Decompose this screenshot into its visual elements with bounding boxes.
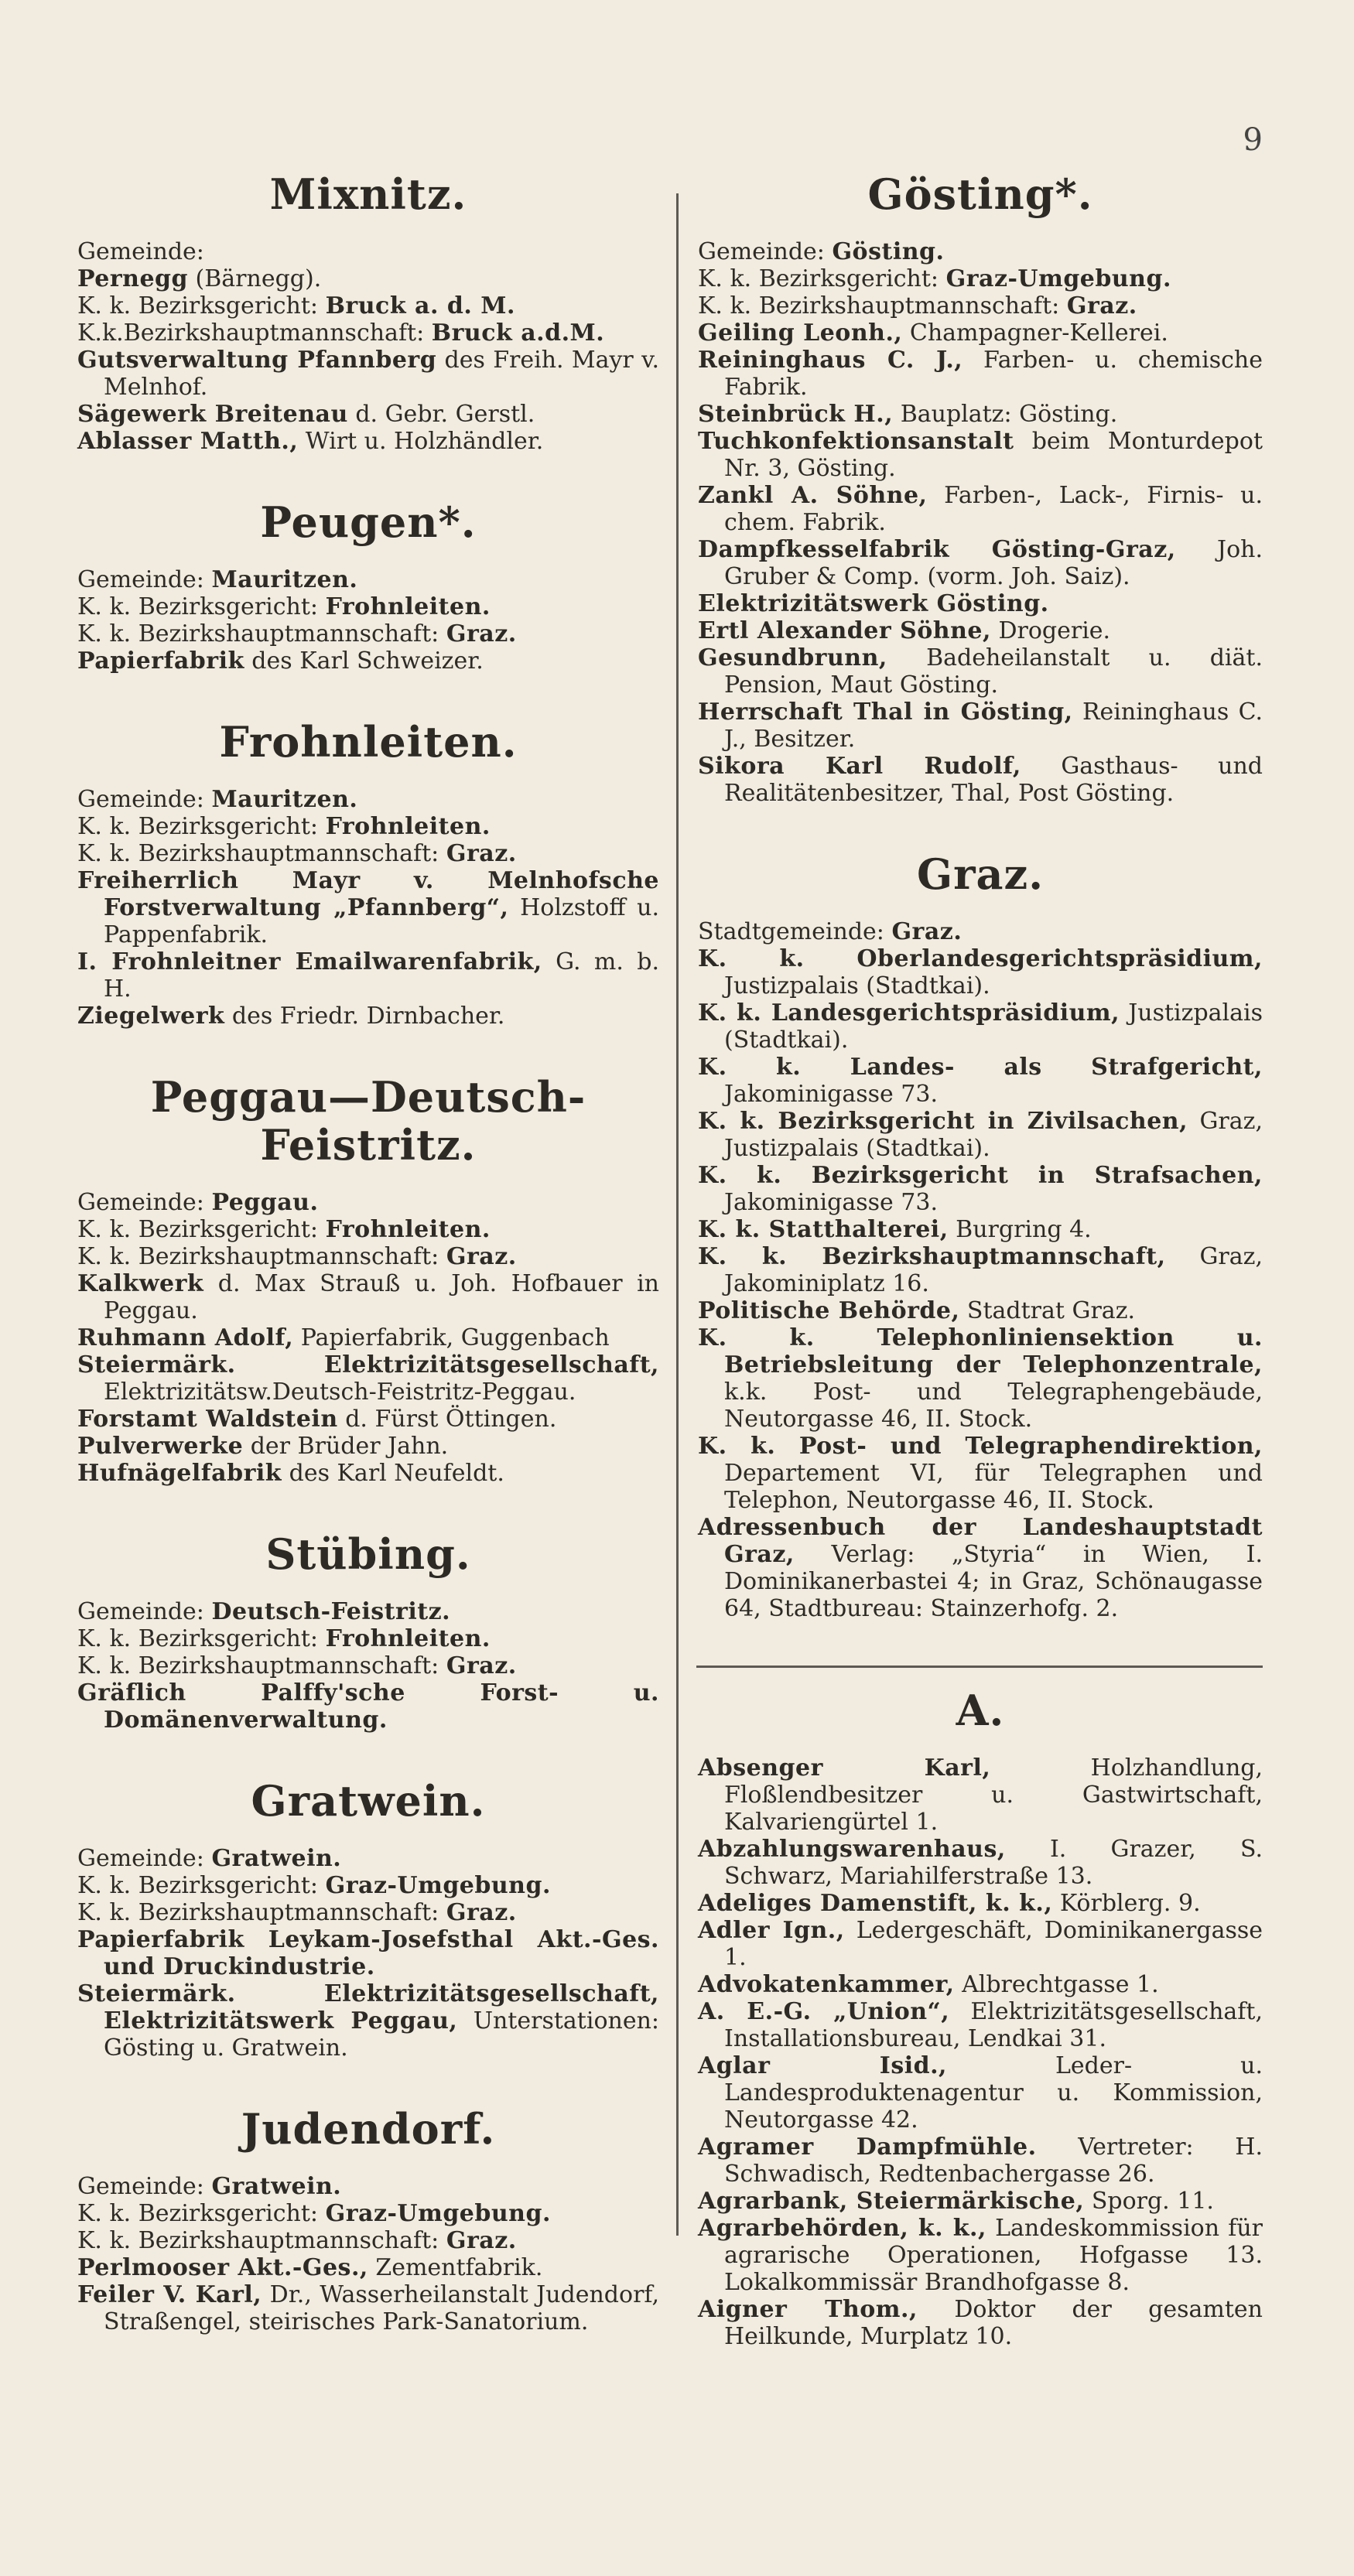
entry-detail: Badeheilanstalt u. diät. Pension, Maut Gösting. <box>724 644 1263 699</box>
entry-detail: des Karl Neufeldt. <box>282 1460 504 1487</box>
entry-name: Ertl Alexander Söhne, <box>698 617 991 644</box>
section <box>77 1530 659 1734</box>
entry-detail: der Brüder Jahn. <box>243 1433 449 1460</box>
directory-entry <box>77 319 659 347</box>
directory-entry <box>77 2254 659 2281</box>
section-title: Stübing. <box>265 1529 471 1579</box>
directory-entry <box>77 1899 659 1926</box>
directory-entry <box>77 1243 659 1270</box>
directory-entry <box>77 1625 659 1652</box>
section <box>698 170 1263 807</box>
entry-name: K. k. Telephonliniensektion u. Betriebsleitung der Telephonzentrale, <box>698 1324 1263 1379</box>
entry-name: Graz. <box>446 1652 517 1679</box>
entry-detail: Leder- u. Landesproduktenagentur u. Kommission, Neutorgasse 42. <box>724 2052 1263 2134</box>
entry-detail: K. k. Bezirkshauptmannschaft: <box>77 2227 446 2254</box>
entry-detail: K. k. Bezirksgericht: <box>698 265 946 292</box>
entry-detail: Champagner-Kellerei. <box>902 319 1168 347</box>
entry-name: Graz. <box>446 1899 517 1926</box>
entry-name: Peggau. <box>211 1189 319 1216</box>
directory-entry <box>698 2296 1263 2350</box>
directory-entry <box>698 428 1263 482</box>
entry-name: A. E.-G. „Union“, <box>698 1998 950 2025</box>
section-title: Peggau—Deutsch-Feistritz. <box>150 1072 586 1170</box>
directory-entry <box>77 2173 659 2200</box>
directory-entry <box>698 292 1263 319</box>
entry-name: Gräflich Palffy'sche Forst- u. Domänenverwaltung. <box>77 1679 659 1734</box>
entry-detail: K. k. Bezirksgericht: <box>77 1625 326 1652</box>
directory-entry <box>77 566 659 593</box>
directory-entry <box>77 428 659 455</box>
entry-detail: I. Grazer, S. Schwarz, Mariahilferstraße 13. <box>724 1836 1263 1890</box>
entry-detail: K. k. Bezirksgericht: <box>77 292 326 319</box>
entry-name: Mauritzen. <box>211 566 358 593</box>
entry-name: Graz-Umgebung. <box>325 1872 551 1899</box>
directory-entry <box>698 482 1263 536</box>
entry-detail: Körblerg. 9. <box>1052 1890 1201 1917</box>
directory-entry <box>698 2188 1263 2215</box>
entry-name: Mauritzen. <box>211 786 358 813</box>
entry-detail: Gemeinde: <box>698 238 833 265</box>
directory-entry <box>698 2052 1263 2134</box>
section <box>77 2105 659 2335</box>
entry-detail: Verlag: „Styria“ in Wien, I. Dominikanerbastei 4; in Graz, Schönaugasse 64, Stadtbureau: Stainzerhofg. 2. <box>724 1541 1263 1622</box>
entry-detail: Gemeinde: <box>77 2173 212 2200</box>
page-number: 9 <box>1243 122 1263 158</box>
entry-detail: K. k. Bezirkshauptmannschaft: <box>698 292 1067 319</box>
entry-name: Absenger Karl, <box>698 1754 991 1782</box>
section <box>77 498 659 675</box>
entry-name: Agrarbehörden, k. k., <box>698 2215 986 2242</box>
entry-name: Elektrizitätswerk Gösting. <box>698 590 1049 617</box>
right-column <box>698 170 1263 2393</box>
directory-entry <box>698 2215 1263 2296</box>
section <box>77 1073 659 1487</box>
entry-detail: Zementfabrik. <box>368 2254 543 2281</box>
entry-detail: Holzstoff u. Pappenfabrik. <box>104 894 659 948</box>
directory-entry <box>698 590 1263 617</box>
entry-detail: K. k. Bezirkshauptmannschaft: <box>77 840 446 867</box>
entry-detail: Vertreter: H. Schwadisch, Redtenbachergasse 26. <box>724 2134 1263 2188</box>
directory-entry <box>77 1679 659 1734</box>
section-title: Mixnitz. <box>269 169 467 219</box>
entry-detail: Wirt u. Holzhändler. <box>298 428 544 455</box>
entry-detail: Gemeinde: <box>77 1845 212 1872</box>
entry-name: Adeliges Damenstift, k. k., <box>698 1890 1053 1917</box>
directory-entry <box>698 1054 1263 1108</box>
entry-detail: Sporg. 11. <box>1084 2188 1214 2215</box>
entry-detail: des Friedr. Dirnbacher. <box>224 1003 505 1030</box>
directory-entry <box>77 1652 659 1679</box>
entry-name: K. k. Landes- als Strafgericht, <box>698 1054 1263 1081</box>
directory-entry <box>698 536 1263 590</box>
section-title: Peugen*. <box>260 497 477 547</box>
entry-name: Frohnleiten. <box>325 593 491 620</box>
directory-entry <box>698 265 1263 292</box>
directory-entry <box>698 1917 1263 1971</box>
entry-detail: Farben-, Lack-, Firnis- u. chem. Fabrik. <box>724 482 1263 536</box>
directory-entry <box>698 1243 1263 1297</box>
entry-name: Gratwein. <box>211 2173 342 2200</box>
directory-entry <box>77 647 659 675</box>
directory-entry <box>77 265 659 292</box>
entry-name: I. Frohnleitner Emailwarenfabrik, <box>77 948 542 975</box>
entry-detail: K. k. Bezirksgericht: <box>77 593 326 620</box>
entry-detail: Albrechtgasse 1. <box>954 1971 1159 1998</box>
entry-detail: K. k. Bezirksgericht: <box>77 1216 326 1243</box>
entry-name: Perlmooser Akt.-Ges., <box>77 2254 368 2281</box>
directory-entry <box>77 1460 659 1487</box>
entry-name: K. k. Bezirkshauptmannschaft, <box>698 1243 1166 1270</box>
entry-name: K. k. Bezirksgericht in Strafsachen, <box>698 1162 1263 1189</box>
entry-name: Graz. <box>891 918 963 945</box>
entry-name: Pulverwerke <box>77 1433 244 1460</box>
entry-detail: Dr., Wasserheilanstalt Judendorf, Straßengel, steirisches Park-Sanatorium. <box>104 2281 659 2335</box>
directory-entry <box>698 617 1263 644</box>
directory-entry <box>698 1754 1263 1836</box>
entry-name: Agramer Dampfmühle. <box>698 2134 1037 2161</box>
entry-name: Gratwein. <box>211 1845 342 1872</box>
section <box>77 718 659 1030</box>
section-title: A. <box>956 1686 1005 1735</box>
directory-entry <box>77 620 659 647</box>
directory-entry <box>698 1324 1263 1433</box>
entry-detail: Gasthaus- und Realitätenbesitzer, Thal, Post Gösting. <box>724 753 1263 807</box>
directory-entry <box>698 1433 1263 1514</box>
directory-entry <box>77 1003 659 1030</box>
entry-detail: Elektrizitätsgesellschaft, Installationsbureau, Lendkai 31. <box>724 1998 1263 2052</box>
entry-name: Aigner Thom., <box>698 2296 918 2323</box>
entry-detail: Farben- u. chemische Fabrik. <box>724 347 1263 401</box>
directory-entry <box>698 1971 1263 1998</box>
entry-name: Adler Ign., <box>698 1917 845 1944</box>
directory-entry <box>698 1514 1263 1622</box>
entry-name: Reininghaus C. J., <box>698 347 963 374</box>
directory-entry <box>698 238 1263 265</box>
directory-entry <box>698 401 1263 428</box>
entry-detail: Elektrizitätsw.Deutsch-Feistritz-Peggau. <box>104 1379 576 1406</box>
entry-detail: K. k. Bezirkshauptmannschaft: <box>77 1652 446 1679</box>
directory-entry <box>698 753 1263 807</box>
entry-detail: Stadtrat Graz. <box>959 1297 1136 1324</box>
entry-detail: K. k. Bezirksgericht: <box>77 813 326 840</box>
entry-name: Steiermärk. Elektrizitätsgesellschaft, <box>77 1351 659 1379</box>
directory-entry <box>77 1872 659 1899</box>
directory-entry <box>77 1270 659 1324</box>
directory-entry <box>698 1890 1263 1917</box>
entry-detail: Holzhandlung, Floßlendbesitzer u. Gastwirtschaft, Kalvariengürtel 1. <box>724 1754 1263 1836</box>
entry-name: Frohnleiten. <box>325 813 491 840</box>
directory-entry <box>77 1351 659 1406</box>
entry-detail: K. k. Bezirkshauptmannschaft: <box>77 1243 446 1270</box>
directory-entry <box>77 1926 659 1980</box>
directory-entry <box>77 238 659 265</box>
directory-entry <box>698 1836 1263 1890</box>
entry-name: Graz. <box>446 2227 517 2254</box>
directory-entry <box>698 2134 1263 2188</box>
entry-name: Kalkwerk <box>77 1270 204 1297</box>
directory-entry <box>698 644 1263 699</box>
entry-detail: Departement VI, für Telegraphen und Telephon, Neutorgasse 46, II. Stock. <box>724 1460 1263 1514</box>
entry-name: Advokatenkammer, <box>698 1971 955 1998</box>
directory-entry <box>698 347 1263 401</box>
section <box>698 850 1263 1622</box>
directory-entry <box>77 1324 659 1351</box>
entry-detail: Papierfabrik, Guggenbach <box>293 1324 610 1351</box>
directory-entry <box>77 2227 659 2254</box>
entry-detail: Doktor der gesamten Heilkunde, Murplatz 10. <box>724 2296 1263 2350</box>
entry-detail: Gemeinde: <box>77 1598 212 1625</box>
entry-name: Feiler V. Karl, <box>77 2281 262 2308</box>
entry-detail: d. Fürst Öttingen. <box>337 1406 557 1433</box>
entry-name: Frohnleiten. <box>325 1216 491 1243</box>
directory-entry <box>77 1980 659 2062</box>
entry-name: Gutsverwaltung Pfannberg <box>77 347 437 374</box>
entry-name: Pernegg <box>77 265 188 292</box>
directory-entry <box>77 840 659 867</box>
section <box>77 170 659 455</box>
entry-detail: Stadtgemeinde: <box>698 918 892 945</box>
section-title: Gösting*. <box>867 169 1093 219</box>
entry-name: Adressenbuch der Landeshauptstadt Graz, <box>698 1514 1263 1568</box>
section <box>77 1777 659 2062</box>
entry-name: Forstamt Waldstein <box>77 1406 338 1433</box>
entry-detail: G. m. b. H. <box>104 948 659 1003</box>
directory-entry <box>77 1598 659 1625</box>
entry-detail: Drogerie. <box>990 617 1111 644</box>
entry-detail: Gemeinde: <box>77 1189 212 1216</box>
directory-entry <box>698 699 1263 753</box>
entry-name: Papierfabrik Leykam-Josefsthal Akt.-Ges. und Druckindustrie. <box>77 1926 659 1980</box>
directory-entry <box>698 1297 1263 1324</box>
entry-name: Papierfabrik <box>77 647 244 675</box>
entry-detail: Burgring 4. <box>948 1216 1092 1243</box>
entry-name: Zankl A. Söhne, <box>698 482 928 509</box>
entry-name: Politische Behörde, <box>698 1297 960 1324</box>
section-divider <box>696 1666 1263 1668</box>
entry-name: Tuchkonfektionsanstalt <box>698 428 1014 455</box>
directory-entry <box>698 319 1263 347</box>
entry-name: Frohnleiten. <box>325 1625 491 1652</box>
directory-entry <box>698 999 1263 1054</box>
directory-entry <box>77 1433 659 1460</box>
directory-entry <box>77 786 659 813</box>
entry-name: Bruck a. d. M. <box>325 292 515 319</box>
entry-detail: d. Gebr. Gerstl. <box>347 401 535 428</box>
entry-name: Graz. <box>1066 292 1137 319</box>
entry-detail: K. k. Bezirksgericht: <box>77 1872 326 1899</box>
entry-name: Sikora Karl Rudolf, <box>698 753 1021 780</box>
entry-name: Graz-Umgebung. <box>325 2200 551 2227</box>
entry-name: Graz. <box>446 1243 517 1270</box>
entry-name: Agrarbank, Steiermärkische, <box>698 2188 1085 2215</box>
entry-name: Sägewerk Breitenau <box>77 401 348 428</box>
section-title: Frohnleiten. <box>219 717 518 767</box>
directory-entry <box>77 292 659 319</box>
entry-name: Graz. <box>446 620 517 647</box>
directory-entry <box>77 1406 659 1433</box>
section-title: Judendorf. <box>241 2104 496 2154</box>
entry-detail: Gemeinde: <box>77 238 204 265</box>
entry-detail: Joh. Gruber & Comp. (vorm. Joh. Saiz). <box>724 536 1263 590</box>
entry-name: K. k. Post- und Telegraphendirektion, <box>698 1433 1263 1460</box>
directory-entry <box>77 2281 659 2335</box>
entry-name: Dampfkesselfabrik Gösting-Graz, <box>698 536 1176 563</box>
entry-detail: K. k. Bezirksgericht: <box>77 2200 326 2227</box>
entry-detail: Landeskommission für agrarische Operationen, Hofgasse 13. Lokalkommissär Brandhofgasse 8. <box>724 2215 1263 2296</box>
entry-detail: k.k. Post- und Telegraphengebäude, Neutorgasse 46, II. Stock. <box>724 1379 1263 1433</box>
entry-detail: beim Monturdepot Nr. 3, Gösting. <box>724 428 1263 482</box>
entry-name: Deutsch-Feistritz. <box>211 1598 451 1625</box>
directory-entry <box>698 1162 1263 1216</box>
entry-detail: Graz, Jakominiplatz 16. <box>724 1243 1263 1297</box>
entry-detail: Justizpalais (Stadtkai). <box>724 999 1263 1054</box>
directory-entry <box>77 401 659 428</box>
entry-name: K. k. Landesgerichtspräsidium, <box>698 999 1120 1027</box>
directory-entry <box>77 1845 659 1872</box>
entry-name: Ablasser Matth., <box>77 428 299 455</box>
entry-detail: Bauplatz: Gösting. <box>893 401 1118 428</box>
entry-name: Freiherrlich Mayr v. Melnhofsche Forstverwaltung „Pfannberg“, <box>77 867 659 921</box>
entry-name: K. k. Oberlandesgerichtspräsidium, <box>698 945 1263 972</box>
entry-name: Gösting. <box>832 238 945 265</box>
entry-name: Abzahlungswarenhaus, <box>698 1836 1006 1863</box>
entry-detail: Graz, Justizpalais (Stadtkai). <box>724 1108 1263 1162</box>
entry-name: Geiling Leonh., <box>698 319 903 347</box>
entry-detail: Jakominigasse 73. <box>724 1081 938 1108</box>
entry-detail: K. k. Bezirkshauptmannschaft: <box>77 1899 446 1926</box>
entry-detail: Reininghaus C. J., Besitzer. <box>724 699 1263 753</box>
entry-name: Ruhmann Adolf, <box>77 1324 294 1351</box>
entry-detail: Gemeinde: <box>77 566 212 593</box>
directory-entry <box>77 867 659 948</box>
directory-entry <box>77 1189 659 1216</box>
entry-name: Hufnägelfabrik <box>77 1460 282 1487</box>
directory-entry <box>77 593 659 620</box>
entry-detail: K. k. Bezirkshauptmannschaft: <box>77 620 446 647</box>
entry-name: Herrschaft Thal in Gösting, <box>698 699 1073 726</box>
entry-name: Gesundbrunn, <box>698 644 887 671</box>
entry-detail: (Bärnegg). <box>188 265 322 292</box>
section-title: Graz. <box>916 849 1045 899</box>
directory-entry <box>77 948 659 1003</box>
directory-entry <box>698 945 1263 999</box>
column-divider <box>676 193 679 2236</box>
entry-name: Graz-Umgebung. <box>945 265 1171 292</box>
directory-entry <box>77 2200 659 2227</box>
entry-detail: des Freih. Mayr v. Melnhof. <box>104 347 659 401</box>
entry-detail: Unterstationen: Gösting u. Gratwein. <box>104 2007 660 2062</box>
entry-name: Bruck a.d.M. <box>431 319 605 347</box>
directory-entry <box>698 1216 1263 1243</box>
entry-name: K. k. Bezirksgericht in Zivilsachen, <box>698 1108 1188 1135</box>
entry-name: Steinbrück H., <box>698 401 894 428</box>
entry-name: Aglar Isid., <box>698 2052 947 2079</box>
directory-entry <box>77 1216 659 1243</box>
entry-name: Graz. <box>446 840 517 867</box>
section-title: Gratwein. <box>251 1776 486 1826</box>
entry-name: Ziegelwerk <box>77 1003 225 1030</box>
entry-detail: Gemeinde: <box>77 786 212 813</box>
left-column <box>77 170 659 2379</box>
directory-entry <box>698 918 1263 945</box>
directory-entry <box>698 1998 1263 2052</box>
entry-name: Steiermärk. Elektrizitätsgesellschaft, Elektrizitätswerk Peggau, <box>77 1980 659 2034</box>
entry-detail: Ledergeschäft, Dominikanergasse 1. <box>724 1917 1263 1971</box>
directory-entry <box>698 1108 1263 1162</box>
entry-name: K. k. Statthalterei, <box>698 1216 949 1243</box>
entry-detail: Jakominigasse 73. <box>724 1189 938 1216</box>
entry-detail: Justizpalais (Stadtkai). <box>724 972 990 999</box>
section <box>698 1666 1263 2350</box>
directory-entry <box>77 347 659 401</box>
entry-detail: d. Max Strauß u. Joh. Hofbauer in Peggau. <box>104 1270 659 1324</box>
entry-detail: des Karl Schweizer. <box>244 647 484 675</box>
entry-detail: K.k.Bezirkshauptmannschaft: <box>77 319 432 347</box>
directory-entry <box>77 813 659 840</box>
